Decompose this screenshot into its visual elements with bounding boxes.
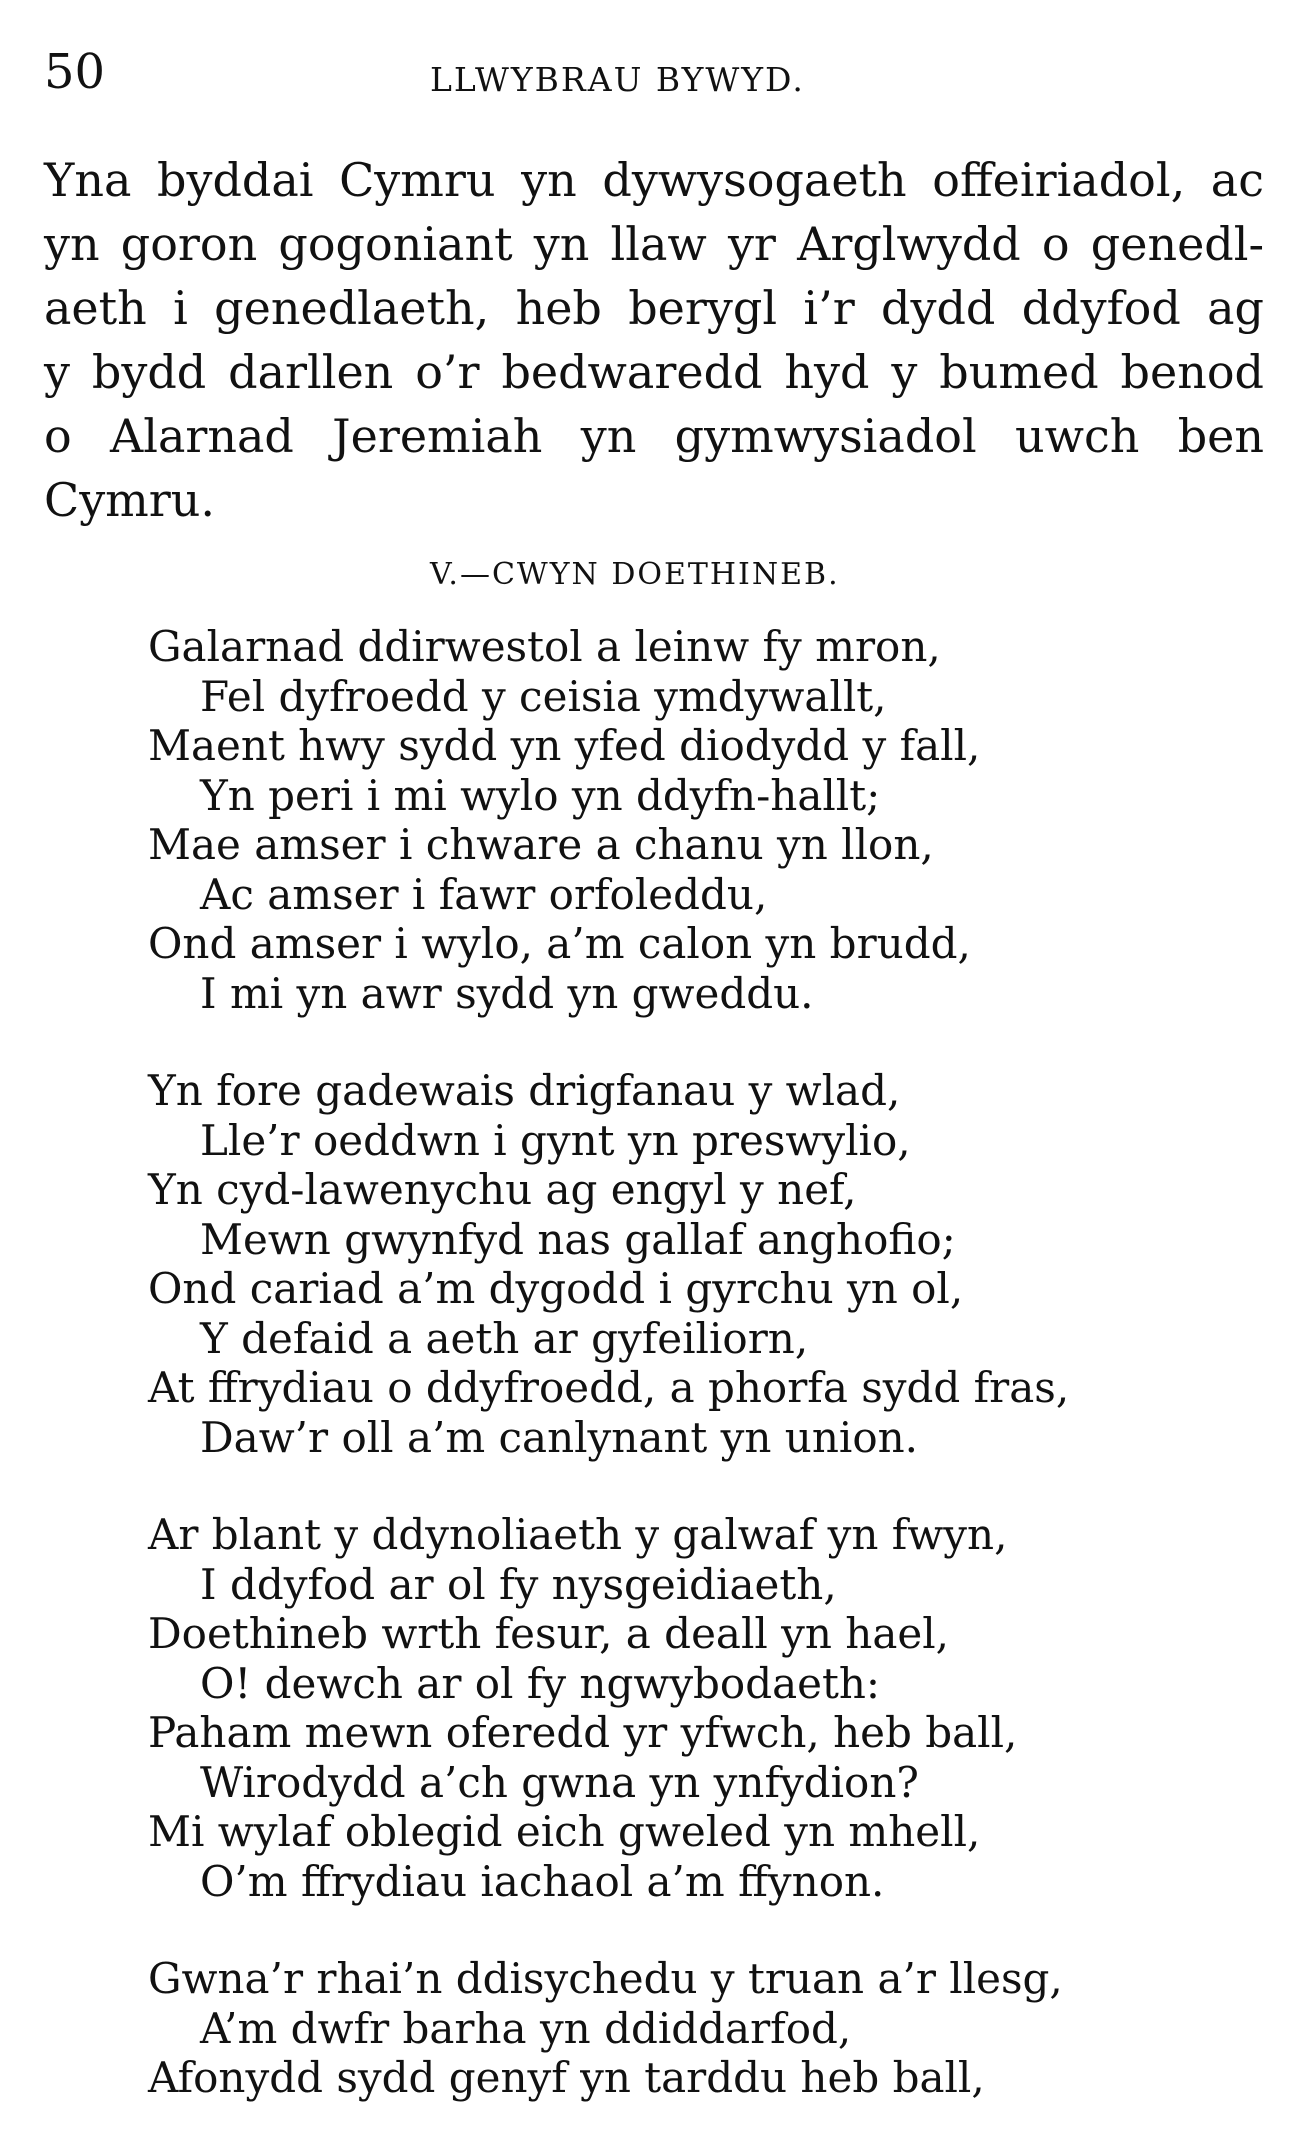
running-head: LLWYBRAU BYWYD.	[430, 60, 805, 99]
stanza-3	[148, 1510, 1268, 1906]
verse-line: O! dewch ar ol fy ngwybodaeth:	[200, 1658, 881, 1708]
prose-paragraph	[44, 148, 1264, 532]
prose-line: y bydd darllen o’r bedwaredd hyd y bumed benod	[44, 345, 1264, 399]
verse-line: Mewn gwynfyd nas gallaf anghofio;	[200, 1214, 956, 1264]
prose-line: yn goron gogoniant yn llaw yr Arglwydd o genedl-	[44, 217, 1264, 271]
verse-line: Fel dyfroedd y ceisia ymdywallt,	[200, 671, 887, 721]
verse-line: Ond cariad a’m dygodd i gyrchu yn ol,	[148, 1264, 964, 1313]
verse-line: Paham mewn oferedd yr yfwch, heb ball,	[148, 1708, 1018, 1757]
verse-line: Yn peri i mi wylo yn ddyfn-hallt;	[200, 770, 881, 820]
section-heading: V.—CWYN DOETHINEB.	[430, 557, 840, 592]
verse-line: O’m ffrydiau iachaol a’m ffynon.	[200, 1856, 885, 1906]
verse-line: Maent hwy sydd yn yfed diodydd y fall,	[148, 721, 981, 770]
stanza-2	[148, 1066, 1268, 1462]
verse-line: Ar blant y ddynoliaeth y galwaf yn fwyn,	[148, 1510, 1008, 1559]
verse-line: Gwna’r rhai’n ddisychedu y truan a’r llesg,	[148, 1954, 1063, 2003]
verse-line: Daw’r oll a’m canlynant yn union.	[200, 1412, 918, 1462]
verse-line: Doethineb wrth fesur, a deall yn hael,	[148, 1609, 950, 1658]
verse-line: Y defaid a aeth ar gyfeiliorn,	[200, 1313, 809, 1363]
verse-line: I ddyfod ar ol fy nysgeidiaeth,	[200, 1559, 837, 1609]
verse-line: At ffrydiau o ddyfroedd, a phorfa sydd fras,	[148, 1363, 1070, 1412]
verse-line: Lle’r oeddwn i gynt yn preswylio,	[200, 1115, 911, 1165]
page-number: 50	[44, 44, 106, 100]
stanza-4	[148, 1954, 1268, 2103]
prose-line: Yna byddai Cymru yn dywysogaeth offeiriadol, ac	[44, 153, 1264, 207]
verse-line: Afonydd sydd genyf yn tarddu heb ball,	[148, 2053, 985, 2102]
verse-line: Yn fore gadewais drigfanau y wlad,	[148, 1066, 901, 1115]
verse-line: Ond amser i wylo, a’m calon yn brudd,	[148, 919, 971, 968]
poem	[148, 622, 1268, 2151]
verse-line: Galarnad ddirwestol a leinw fy mron,	[148, 622, 941, 671]
prose-line: o Alarnad Jeremiah yn gymwysiadol uwch ben	[44, 409, 1264, 463]
prose-line: Cymru.	[44, 473, 216, 527]
stanza-1	[148, 622, 1268, 1018]
verse-line: Ac amser i fawr orfoleddu,	[200, 869, 768, 919]
verse-line: Mae amser i chware a chanu yn llon,	[148, 820, 934, 869]
verse-line: Mi wylaf oblegid eich gweled yn mhell,	[148, 1807, 981, 1856]
verse-line: A’m dwfr barha yn ddiddarfod,	[200, 2003, 852, 2053]
verse-line: Wirodydd a’ch gwna yn ynfydion?	[200, 1757, 919, 1807]
verse-line: Yn cyd-lawenychu ag engyl y nef,	[148, 1165, 857, 1214]
verse-line: I mi yn awr sydd yn gweddu.	[200, 968, 814, 1018]
prose-line: aeth i genedlaeth, heb berygl i’r dydd ddyfod ag	[44, 281, 1264, 335]
